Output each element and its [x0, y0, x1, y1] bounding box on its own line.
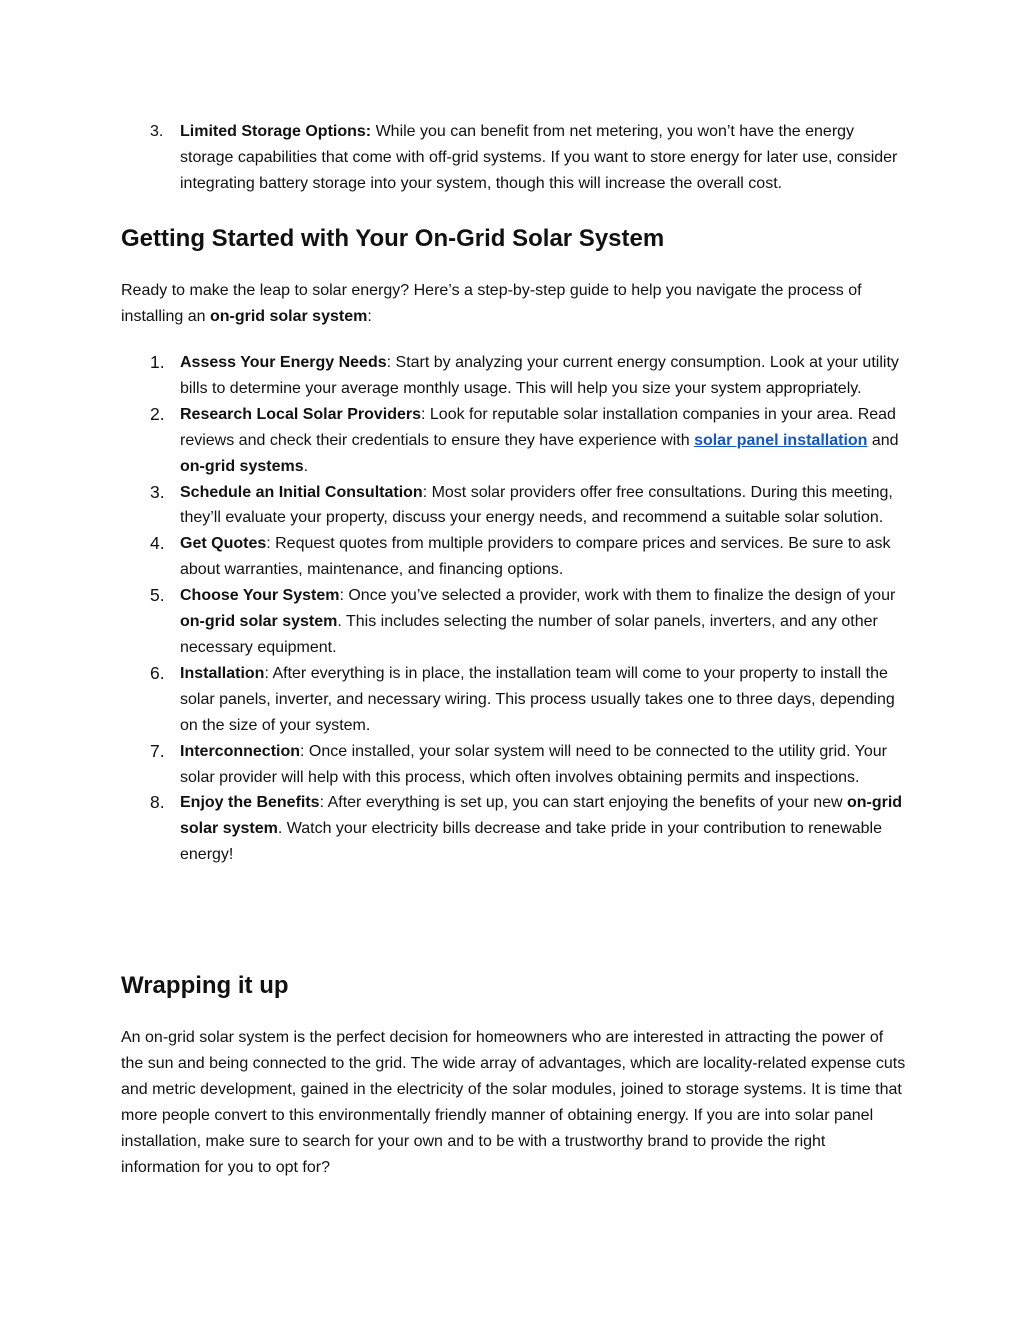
step-title: Assess Your Energy Needs: [180, 354, 387, 371]
step-item-7: 7. Interconnection: Once installed, your solar system will need to be connected to the utility grid. Your solar provider will help with this process, which often involves obtaining permits and inspections.: [150, 740, 887, 786]
list-number: 1.: [150, 352, 165, 372]
step-title: Research Local Solar Providers: [180, 405, 421, 423]
solar-panel-installation-link[interactable]: solar panel installation: [694, 431, 868, 449]
step-title: Interconnection: [180, 742, 301, 760]
step-item-1: 1. Assess Your Energy Needs: Start by analyzing your current energy consumption. Look at your utility bills to determine your average monthly usage. This will help you size your system appropriately.: [150, 352, 899, 397]
list-number: 2.: [150, 403, 165, 424]
intro-paragraph: Ready to make the leap to solar energy? Here’s a step-by-step guide to help you navigate the process of installing an on-grid solar system:: [121, 282, 862, 325]
list-number: 5.: [150, 585, 165, 606]
item-title: Limited Storage Options:: [180, 123, 372, 140]
step-title: Enjoy the Benefits: [180, 794, 320, 812]
storage-options-list: [121, 119, 906, 197]
step-item-3: 3. Schedule an Initial Consultation: Most solar providers offer free consultations. During this meeting, they’ll evaluate your property, discuss your energy needs, and recommend a suitable solar solution.: [150, 481, 893, 527]
list-number: 4.: [150, 533, 165, 554]
step-title: Schedule an Initial Consultation: [180, 483, 423, 501]
list-number: 8.: [150, 792, 165, 813]
item-text: While you can benefit from net metering, you won’t have the energy storage capabilities that come with off-grid systems. If you want to store energy for later use, consider integrating battery storage into your system, though this will increase the overall cost.: [180, 123, 898, 192]
list-number: 7.: [150, 740, 165, 761]
list-item: [121, 119, 906, 197]
step-title: Installation: [180, 664, 265, 682]
list-number: 3.: [150, 123, 164, 140]
section-heading-wrapping-up: Wrapping it up: [121, 972, 289, 999]
list-number: 3.: [150, 481, 165, 502]
intro-bold: on-grid solar system: [209, 307, 368, 325]
step-title: Get Quotes: [180, 535, 267, 553]
closing-paragraph: An on-grid solar system is the perfect decision for homeowners who are interested in attracting the power of the sun and being connected to the grid. The wide array of advantages, which are locality-related expense cuts and metric development, gained in the electricity of the solar modules, joined to storage systems. It is time that more people convert to this environmentally friendly manner of obtaining energy. If you are into solar panel installation, make sure to search for your own and to be with a trustworthy brand to provide the right information for you to opt for?: [121, 1029, 906, 1176]
step-item-6: 6. Installation: After everything is in place, the installation team will come to your property to install the solar panels, inverter, and necessary wiring. This process usually takes one to three days, depending on the size of your system.: [150, 662, 895, 734]
step-item-8: 8. Enjoy the Benefits: After everything is set up, you can start enjoying the benefits of your new on-grid solar system. Watch your electricity bills decrease and take pride in your contribution to renewable energy!: [150, 792, 903, 864]
step-title: Choose Your System: [180, 587, 340, 605]
steps-list: [121, 350, 906, 868]
step-item-5: 5. Choose Your System: Once you’ve selected a provider, work with them to finalize the design of your on-grid solar system. This includes selecting the number of solar panels, inverters, and any other necessary equipment.: [150, 585, 896, 656]
list-number: 6.: [150, 662, 165, 683]
step-item-2: 2. Research Local Solar Providers: Look for reputable solar installation companies in your area. Read reviews and check their credentials to ensure they have experience with solar panel installation and on-grid systems.: [150, 403, 899, 475]
section-heading-getting-started: Getting Started with Your On-Grid Solar System: [121, 225, 665, 252]
step-item-4: 4. Get Quotes: Request quotes from multiple providers to compare prices and services. Be sure to ask about warranties, maintenance, and financing options.: [150, 533, 891, 579]
